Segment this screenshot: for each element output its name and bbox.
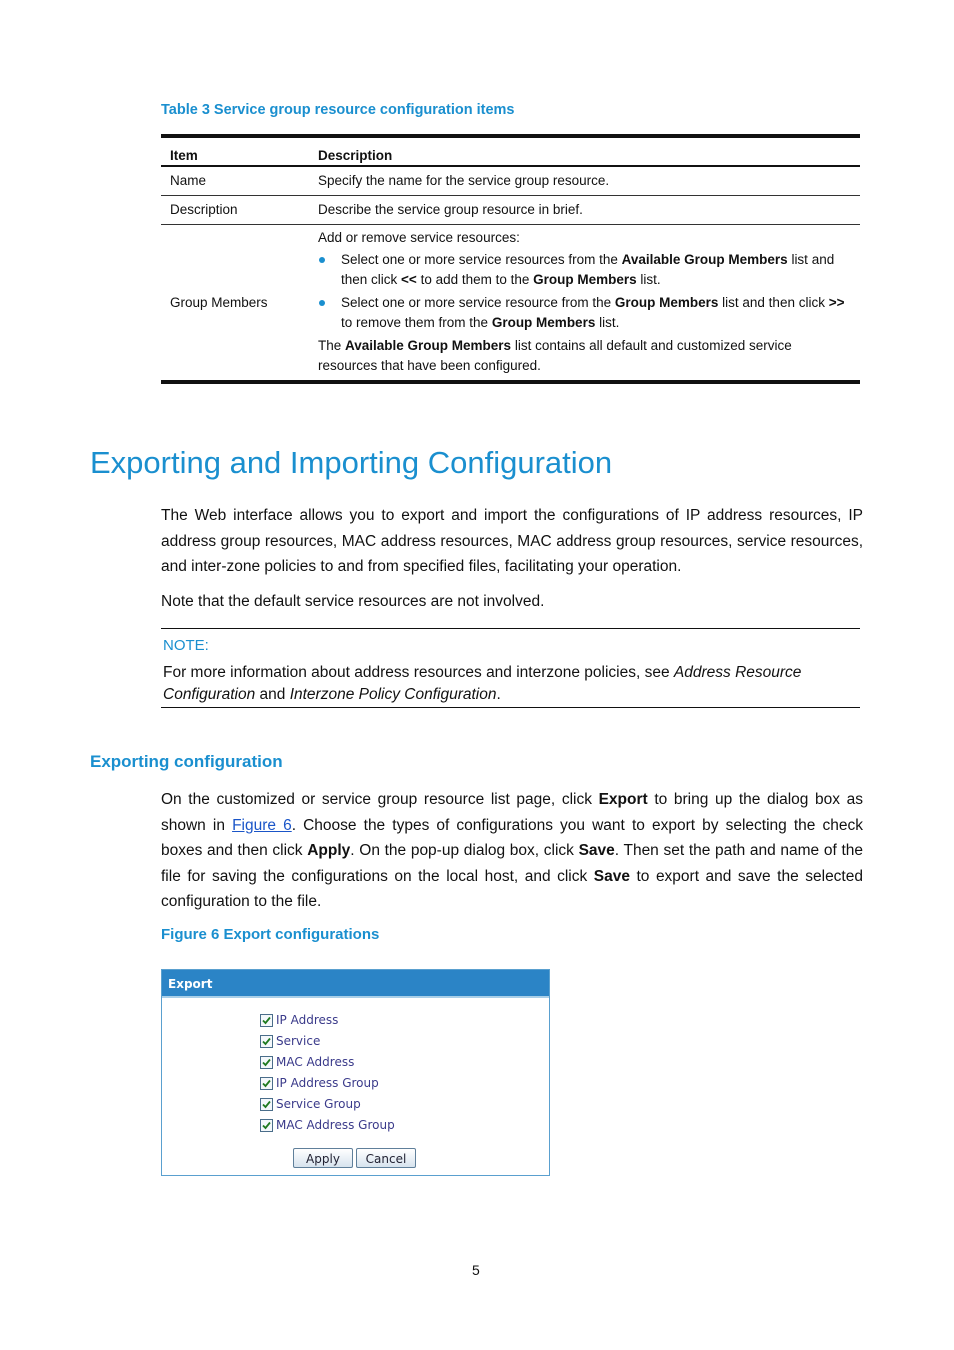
option-row[interactable] bbox=[260, 1012, 338, 1028]
bullet-add: Select one or more service resources from the Available Group Members list and then click << to add them to the Group Members list. bbox=[318, 250, 851, 290]
checkbox-checked[interactable] bbox=[260, 1098, 273, 1111]
bullet-remove: Select one or more service resource from the Group Members list and then click >> to remove them from the Group Members list. bbox=[318, 293, 851, 333]
checkmark-icon bbox=[261, 1015, 272, 1026]
option-label: MAC Address Group bbox=[276, 1118, 395, 1132]
note-box bbox=[161, 628, 860, 708]
figure-link[interactable]: Figure 6 bbox=[232, 816, 292, 834]
checkbox-checked[interactable] bbox=[260, 1119, 273, 1132]
option-label: Service bbox=[276, 1034, 321, 1048]
option-row[interactable] bbox=[260, 1075, 379, 1091]
table-row bbox=[161, 166, 860, 195]
checkmark-icon bbox=[261, 1057, 272, 1068]
checkmark-icon bbox=[261, 1036, 272, 1047]
checkmark-icon bbox=[261, 1099, 272, 1110]
option-row[interactable] bbox=[260, 1117, 395, 1133]
note-text: For more information about address resources and interzone policies, see Address Resource Configuration and Interzone Policy Configuration. bbox=[163, 664, 802, 703]
subsection-heading: Exporting configuration bbox=[90, 752, 283, 771]
bullet-icon bbox=[319, 257, 325, 263]
option-row[interactable] bbox=[260, 1096, 361, 1112]
header-description: Description bbox=[309, 136, 860, 166]
option-label: IP Address Group bbox=[276, 1076, 379, 1090]
export-dialog bbox=[161, 969, 550, 1176]
checkbox-checked[interactable] bbox=[260, 1077, 273, 1090]
row-desc-description: Describe the service group resource in brief. bbox=[309, 195, 860, 224]
row-desc-name: Specify the name for the service group resource. bbox=[309, 166, 860, 195]
cancel-button[interactable]: Cancel bbox=[356, 1148, 416, 1168]
option-row[interactable] bbox=[260, 1033, 320, 1049]
export-paragraph: On the customized or service group resource list page, click Export to bring up the dialog box as shown in Figure 6. Choose the types of configurations you want to export by selecting the check boxes and then click Apply. On the pop-up dialog box, click Save. Then set the path and name of the file for saving the configurations on the local host, and click Save to export and save the selected configuration to the file. bbox=[161, 791, 863, 910]
header-item: Item bbox=[161, 136, 309, 166]
table-row bbox=[161, 224, 860, 382]
row-item-description: Description bbox=[161, 195, 309, 224]
apply-button[interactable]: Apply bbox=[293, 1148, 353, 1168]
option-label: MAC Address bbox=[276, 1055, 355, 1069]
table-row bbox=[161, 195, 860, 224]
note-label: NOTE: bbox=[163, 637, 209, 654]
row-item-name: Name bbox=[161, 166, 309, 195]
row-desc-group-members bbox=[309, 224, 860, 382]
checkbox-checked[interactable] bbox=[260, 1035, 273, 1048]
dialog-title: Export bbox=[162, 970, 549, 998]
section-heading: Exporting and Importing Configuration bbox=[90, 445, 613, 480]
checkbox-checked[interactable] bbox=[260, 1014, 273, 1027]
page-number: 5 bbox=[472, 1262, 480, 1278]
note-paragraph: Note that the default service resources are not involved. bbox=[161, 593, 545, 610]
checkmark-icon bbox=[261, 1120, 272, 1131]
table-header-row bbox=[161, 136, 860, 166]
checkbox-checked[interactable] bbox=[260, 1056, 273, 1069]
figure-caption: Figure 6 Export configurations bbox=[161, 926, 380, 943]
option-label: Service Group bbox=[276, 1097, 361, 1111]
bullet-icon bbox=[319, 300, 325, 306]
option-row[interactable] bbox=[260, 1054, 354, 1070]
desc-outro: The Available Group Members list contains all default and customized service resources that have been configured. bbox=[318, 338, 792, 374]
table-caption: Table 3 Service group resource configuration items bbox=[161, 102, 515, 118]
intro-paragraph: The Web interface allows you to export and import the configurations of IP address resources, IP address group resources, MAC address resources, MAC address group resources, service resources, and inter-zone policies to and from specified files, facilitating your operation. bbox=[161, 507, 863, 575]
option-label: IP Address bbox=[276, 1013, 339, 1027]
row-item-group-members: Group Members bbox=[161, 224, 309, 382]
config-items-table bbox=[161, 134, 860, 384]
checkmark-icon bbox=[261, 1078, 272, 1089]
desc-bullets bbox=[318, 250, 851, 333]
desc-intro: Add or remove service resources: bbox=[318, 230, 520, 246]
